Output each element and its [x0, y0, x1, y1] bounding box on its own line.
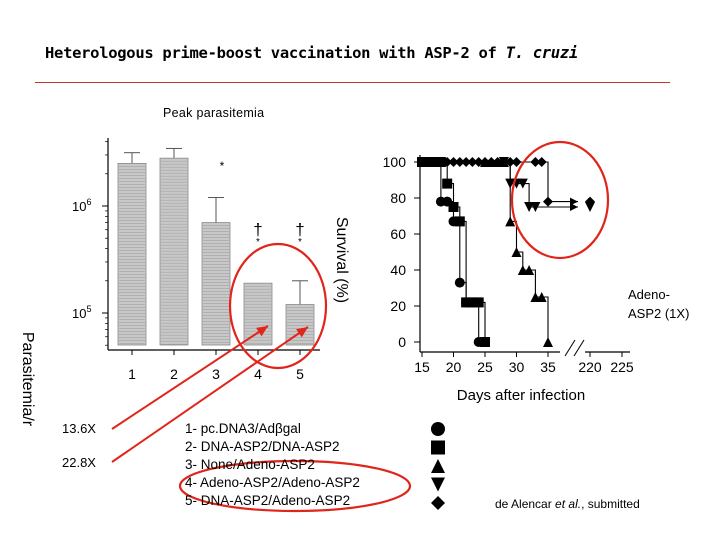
surv-xtick-label: 15 — [414, 359, 430, 375]
annotation-star: * — [256, 237, 260, 248]
legend-symbol-square — [431, 441, 445, 455]
surv-ytick-label: 80 — [390, 190, 406, 206]
surv-xtick-label: 225 — [610, 359, 634, 375]
surv-ytick-label: 20 — [390, 298, 406, 314]
bar-4 — [244, 283, 272, 345]
surv-followup-arrow-diamond — [570, 198, 578, 206]
annotation-dagger: † — [253, 220, 263, 239]
bar-ytick-label: $10^5$ — [72, 304, 92, 321]
bar-xtick-label: 5 — [296, 366, 304, 382]
legend-item-5: 5- DNA-ASP2/Adeno-ASP2 — [185, 493, 351, 508]
surv-xtick-label: 35 — [540, 359, 556, 375]
legend-item-1: 1- pc.DNA3/Adβgal — [185, 421, 301, 436]
legend-item-3: 3- None/Adeno-ASP2 — [185, 457, 315, 472]
citation: de Alencar et al., submitted — [495, 497, 640, 511]
surv-xtick-label: 25 — [477, 359, 493, 375]
legend-item-4: 4- Adeno-ASP2/Adeno-ASP2 — [185, 475, 360, 490]
surv-point-square — [442, 179, 452, 189]
highlight-ellipse-survival — [512, 142, 608, 258]
legend-item-2: 2- DNA-ASP2/DNA-ASP2 — [185, 439, 340, 454]
surv-ytick-label: 100 — [382, 154, 406, 170]
surv-ytick-label: 40 — [390, 262, 406, 278]
surv-xlabel: Days after infection — [456, 387, 586, 404]
surv-xtick-label: 20 — [445, 359, 462, 375]
bar-xtick-label: 2 — [170, 366, 178, 382]
annotation-star: * — [219, 159, 225, 173]
bar-chart-ylabel: Parasitemia/r — [19, 331, 37, 427]
fold-label-1: 13.6X — [62, 421, 96, 436]
surv-ytick-label: 0 — [398, 334, 406, 350]
surv-point-diamond — [585, 197, 595, 207]
surv-point-square — [474, 297, 484, 307]
bar-xtick-label: 1 — [128, 366, 136, 382]
surv-line-circle — [422, 162, 479, 342]
bar-xtick-label: 4 — [254, 366, 262, 382]
adeno-label-line-1: Adeno- — [628, 287, 670, 302]
surv-ytick-label: 60 — [390, 226, 406, 242]
bar-chart-title: Peak parasitemia — [163, 106, 265, 120]
surv-line-square — [422, 162, 485, 342]
surv-point-square — [449, 202, 459, 212]
slide-title: Heterologous prime-boost vaccination with ASP-2 of T. cruzi — [45, 44, 578, 62]
legend-symbol-triangle-up — [431, 459, 445, 473]
surv-point-diamond — [537, 157, 547, 167]
surv-point-square — [455, 216, 465, 226]
bar-3 — [202, 223, 230, 345]
surv-point-triangle-up — [543, 337, 553, 347]
annotation-star: * — [298, 237, 302, 248]
fold-label-2: 22.8X — [62, 455, 96, 470]
surv-point-circle — [455, 278, 465, 288]
surv-point-diamond — [543, 197, 553, 207]
annotation-dagger: † — [295, 220, 305, 239]
adeno-label — [628, 285, 689, 323]
adeno-label-line-2: ASP2 (1X) — [628, 306, 690, 321]
bar-ytick-label: $10^6$ — [72, 197, 92, 214]
bar-xtick-label: 3 — [212, 366, 220, 382]
axis-break — [574, 340, 584, 356]
surv-xtick-label: 30 — [508, 359, 525, 375]
surv-point-square — [480, 337, 490, 347]
axis-break — [565, 340, 575, 356]
surv-xtick-label: 220 — [578, 359, 602, 375]
legend-symbol-triangle-down — [431, 478, 445, 492]
legend-symbol-circle — [431, 422, 445, 436]
surv-point-diamond — [512, 157, 522, 167]
legend-symbol-diamond — [431, 496, 445, 510]
surv-ylabel: Survival (%) — [333, 216, 350, 304]
